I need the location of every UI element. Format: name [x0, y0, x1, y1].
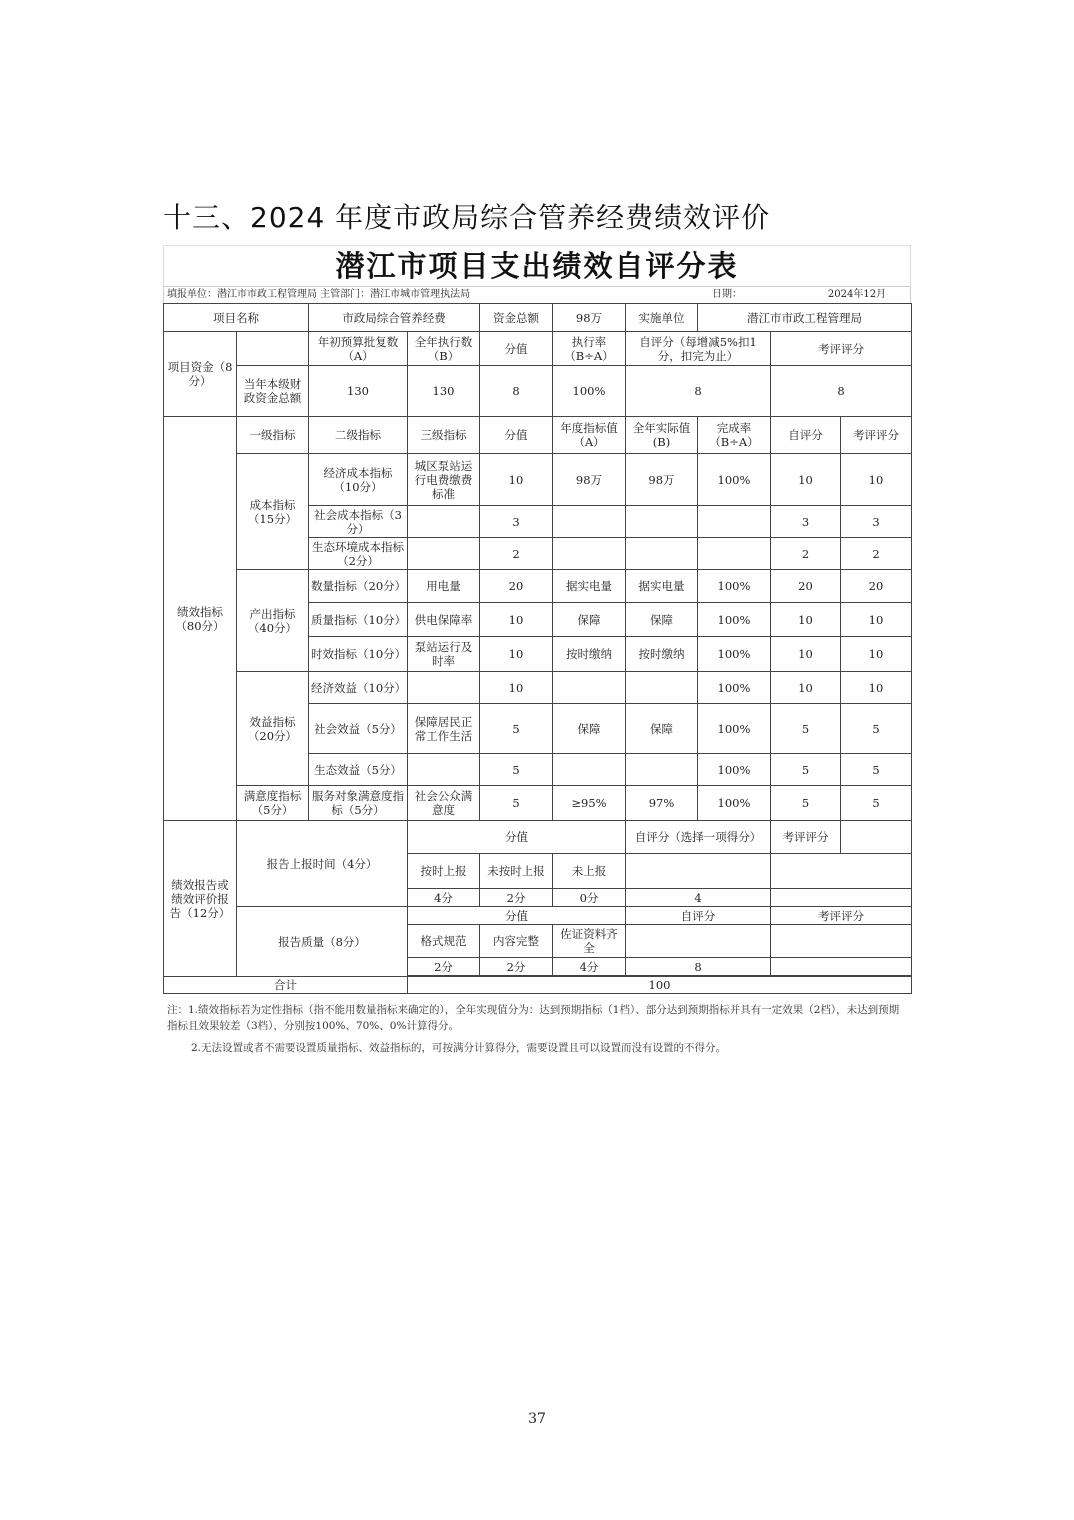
row-self: 5 [771, 754, 841, 786]
row-rate: 100% [698, 704, 771, 754]
hdr-actual: 全年实际值(B) [626, 417, 698, 454]
funding-rate: 100% [553, 366, 626, 417]
quality-opt: 格式规范 [408, 925, 480, 958]
note-2: 2.无法设置或者不需要设置质量指标、效益指标的，可按满分计算得分，需要设置且可以设置而没有设置的不得分。 [191, 1042, 727, 1054]
row-self: 5 [771, 786, 841, 821]
evaluation-table [163, 303, 912, 994]
funding-section-label: 项目资金（8分） [164, 332, 237, 417]
total-row [164, 977, 912, 994]
project-info-row [164, 304, 912, 332]
funding-row-label: 当年本级财政资金总额 [237, 366, 309, 417]
report-quality-header-row [164, 907, 912, 925]
row-score: 10 [480, 637, 553, 672]
row-l3 [408, 754, 480, 786]
perf-header-row [164, 417, 912, 454]
row-rate: 100% [698, 754, 771, 786]
group-benefit: 效益指标（20分） [237, 672, 309, 786]
self-evaluation-form [163, 245, 911, 1088]
perf-row [164, 454, 912, 506]
time-opt: 未上报 [553, 854, 626, 889]
quality-opt-blank [626, 925, 771, 958]
notes [163, 994, 911, 1056]
row-self: 10 [771, 603, 841, 637]
row-l3 [408, 538, 480, 570]
row-rate: 100% [698, 454, 771, 506]
form-meta-line [163, 286, 911, 303]
row-actual: 据实电量 [626, 570, 698, 603]
row-review: 10 [841, 637, 912, 672]
quality-opt: 内容完整 [480, 925, 553, 958]
row-rate [698, 506, 771, 538]
row-review: 20 [841, 570, 912, 603]
row-score: 3 [480, 506, 553, 538]
row-target: 保障 [553, 603, 626, 637]
page-number: 37 [528, 1411, 546, 1427]
row-actual: 保障 [626, 603, 698, 637]
total-funds: 98万 [553, 304, 626, 332]
time-opt: 未按时上报 [480, 854, 553, 889]
funding-data-row [164, 366, 912, 417]
row-actual: 97% [626, 786, 698, 821]
row-target [553, 754, 626, 786]
report-time-review-hdr: 考评评分 [771, 821, 841, 854]
row-self: 10 [771, 454, 841, 506]
quality-review [771, 958, 912, 976]
hdr-l3: 三级指标 [408, 417, 480, 454]
col-self: 自评分（每增减5%扣1分，扣完为止） [626, 332, 771, 366]
row-review: 5 [841, 754, 912, 786]
row-l2: 服务对象满意度指标（5分） [309, 786, 408, 821]
row-score: 5 [480, 704, 553, 754]
row-self: 20 [771, 570, 841, 603]
row-score: 5 [480, 786, 553, 821]
row-self: 5 [771, 704, 841, 754]
row-score: 10 [480, 603, 553, 637]
hdr-review: 考评评分 [841, 417, 912, 454]
total-label: 合计 [164, 977, 408, 994]
row-target: 据实电量 [553, 570, 626, 603]
report-time-header-row [164, 821, 912, 854]
row-l2: 经济成本指标（10分） [309, 454, 408, 506]
time-review [771, 889, 912, 907]
row-target [553, 672, 626, 704]
report-time-label: 报告上报时间（4分） [237, 821, 408, 907]
row-actual: 保障 [626, 704, 698, 754]
project-name: 市政局综合管养经费 [309, 304, 480, 332]
row-actual [626, 538, 698, 570]
hdr-rate: 完成率（B÷A） [698, 417, 771, 454]
col-budget: 年初预算批复数（A） [309, 332, 408, 366]
row-actual: 按时缴纳 [626, 637, 698, 672]
col-review: 考评评分 [771, 332, 912, 366]
row-l3: 用电量 [408, 570, 480, 603]
group-output: 产出指标（40分） [237, 570, 309, 672]
col-rate: 执行率（B÷A） [553, 332, 626, 366]
funding-self: 8 [626, 366, 771, 417]
quality-pts: 2分 [480, 958, 553, 976]
row-l2: 数量指标（20分） [309, 570, 408, 603]
report-time-score-hdr: 分值 [408, 821, 626, 854]
date-value: 2024年12月 [827, 289, 887, 300]
row-rate: 100% [698, 603, 771, 637]
time-review-blank [771, 854, 912, 889]
report-section-label: 绩效报告或绩效评价报告（12分） [164, 821, 237, 977]
row-l2: 生态效益（5分） [309, 754, 408, 786]
time-pts: 2分 [480, 889, 553, 907]
row-target: 98万 [553, 454, 626, 506]
group-satisfaction: 满意度指标（5分） [237, 786, 309, 821]
report-quality-self-hdr: 自评分 [626, 907, 771, 925]
row-self: 3 [771, 506, 841, 538]
row-actual [626, 754, 698, 786]
section-heading: 十三、2024 年度市政局综合管养经费绩效评价 [163, 201, 771, 234]
row-review: 2 [841, 538, 912, 570]
report-quality-label: 报告质量（8分） [237, 907, 408, 977]
reporting-unit: 填报单位：潜江市市政工程管理局 主管部门：潜江市城市管理执法局 [167, 289, 471, 300]
hdr-l1: 一级指标 [237, 417, 309, 454]
time-opt-blank [626, 854, 771, 889]
row-target: ≥95% [553, 786, 626, 821]
date-label: 日期： [712, 289, 742, 300]
report-quality-score-hdr: 分值 [408, 907, 626, 925]
funding-review: 8 [771, 366, 912, 417]
total-value: 100 [408, 977, 912, 994]
funding-blank [237, 332, 309, 366]
impl-unit: 潜江市市政工程管理局 [698, 304, 912, 332]
funding-header-row [164, 332, 912, 366]
hdr-l2: 二级指标 [309, 417, 408, 454]
time-pts: 4分 [408, 889, 480, 907]
row-review: 5 [841, 704, 912, 754]
row-rate: 100% [698, 637, 771, 672]
row-score: 20 [480, 570, 553, 603]
row-self: 2 [771, 538, 841, 570]
hdr-target: 年度指标值（A） [553, 417, 626, 454]
funding-score: 8 [480, 366, 553, 417]
row-score: 10 [480, 454, 553, 506]
perf-row [164, 672, 912, 704]
time-opt: 按时上报 [408, 854, 480, 889]
row-self: 10 [771, 637, 841, 672]
row-rate: 100% [698, 570, 771, 603]
quality-self: 8 [626, 958, 771, 976]
report-quality-review-hdr: 考评评分 [771, 907, 912, 925]
row-actual [626, 506, 698, 538]
row-rate: 100% [698, 672, 771, 704]
row-l3 [408, 672, 480, 704]
funding-exec: 130 [408, 366, 480, 417]
time-self: 4 [626, 889, 771, 907]
time-pts: 0分 [553, 889, 626, 907]
perf-section-label: 绩效指标（80分） [164, 417, 237, 821]
row-target [553, 538, 626, 570]
hdr-self: 自评分 [771, 417, 841, 454]
form-title: 潜江市项目支出绩效自评分表 [163, 245, 911, 286]
total-funds-label: 资金总额 [480, 304, 553, 332]
quality-review-blank [771, 925, 912, 958]
row-score: 5 [480, 754, 553, 786]
row-l2: 社会效益（5分） [309, 704, 408, 754]
report-time-self-hdr: 自评分（选择一项得分） [626, 821, 771, 854]
row-actual [626, 672, 698, 704]
row-l2: 时效指标（10分） [309, 637, 408, 672]
row-l3 [408, 506, 480, 538]
row-l3: 城区泵站运行电费缴费标准 [408, 454, 480, 506]
quality-opt: 佐证资料齐全 [553, 925, 626, 958]
project-name-label: 项目名称 [164, 304, 309, 332]
col-exec: 全年执行数（B） [408, 332, 480, 366]
row-rate [698, 538, 771, 570]
funding-budget: 130 [309, 366, 408, 417]
row-l2: 质量指标（10分） [309, 603, 408, 637]
row-review: 10 [841, 603, 912, 637]
group-cost: 成本指标（15分） [237, 454, 309, 570]
perf-row [164, 570, 912, 603]
row-l2: 社会成本指标（3分） [309, 506, 408, 538]
row-score: 2 [480, 538, 553, 570]
col-score: 分值 [480, 332, 553, 366]
row-target: 按时缴纳 [553, 637, 626, 672]
quality-pts: 4分 [553, 958, 626, 976]
report-time-blank [841, 821, 912, 854]
row-score: 10 [480, 672, 553, 704]
row-l2: 经济效益（10分） [309, 672, 408, 704]
row-rate: 100% [698, 786, 771, 821]
row-actual: 98万 [626, 454, 698, 506]
row-review: 3 [841, 506, 912, 538]
row-review: 10 [841, 672, 912, 704]
row-l3: 社会公众满意度 [408, 786, 480, 821]
note-1: 注：1.绩效指标若为定性指标（指不能用数量指标来确定的），全年实现值分为：达到预期指标（1档）、部分达到预期指标并具有一定效果（2档），未达到预期指标且效果较差（3档），分别按100%、70%、0%计算得分。 [167, 1004, 900, 1032]
row-review: 5 [841, 786, 912, 821]
row-l3: 泵站运行及时率 [408, 637, 480, 672]
perf-row [164, 786, 912, 821]
impl-unit-label: 实施单位 [626, 304, 698, 332]
row-target: 保障 [553, 704, 626, 754]
row-l3: 供电保障率 [408, 603, 480, 637]
row-review: 10 [841, 454, 912, 506]
row-l3: 保障居民正常工作生活 [408, 704, 480, 754]
hdr-score: 分值 [480, 417, 553, 454]
quality-pts: 2分 [408, 958, 480, 976]
row-target [553, 506, 626, 538]
row-self: 10 [771, 672, 841, 704]
row-l2: 生态环境成本指标（2分） [309, 538, 408, 570]
